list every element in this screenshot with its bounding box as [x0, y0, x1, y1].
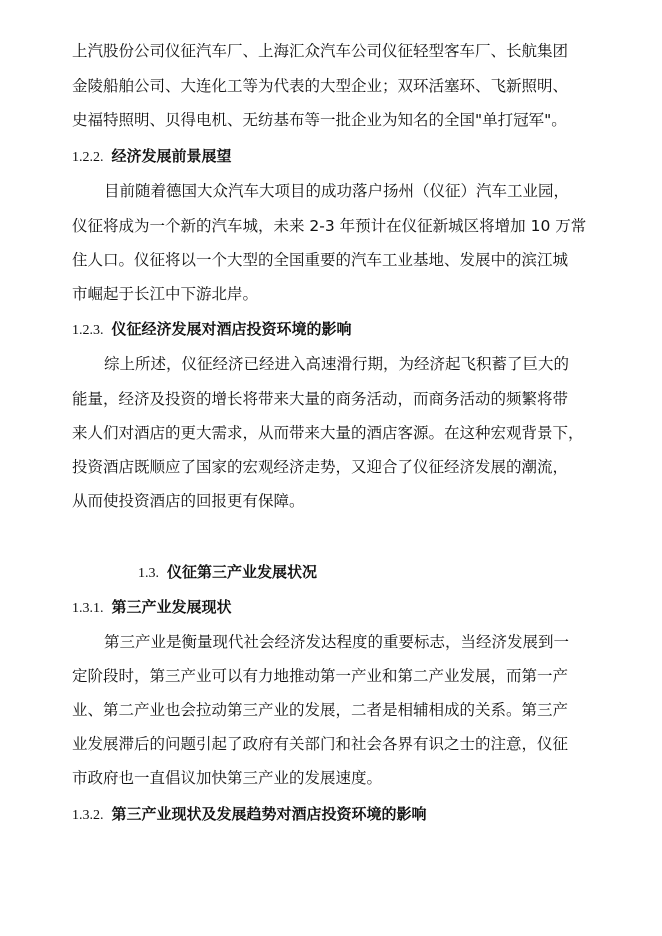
text-line: 第三产业是衡量现代社会经济发达程度的重要标志，当经济发展到一	[104, 633, 570, 651]
section-title: 仪征第三产业发展状况	[167, 563, 318, 581]
text-line: 业发展滞后的问题引起了政府有关部门和社会各界有识之士的注意，仪征	[72, 735, 569, 753]
text-line: 金陵船舶公司、大连化工等为代表的大型企业；双环活塞环、飞新照明、	[72, 77, 569, 95]
text-line: 史福特照明、贝得电机、无纺基布等一批企业为知名的全国"单打冠军"。	[72, 111, 567, 129]
text-line: 能量，经济及投资的增长将带来大量的商务活动，而商务活动的频繁将带	[72, 390, 569, 408]
section-number: 1.3.	[138, 566, 159, 581]
text-line: 投资酒店既顺应了国家的宏观经济走势，又迎合了仪征经济发展的潮流，	[72, 458, 569, 476]
section-heading-1-2-2	[72, 146, 232, 168]
section-title: 经济发展前景展望	[111, 147, 232, 165]
text-line: 来人们对酒店的更大需求，从而带来大量的酒店客源。在这种宏观背景下，	[72, 424, 584, 442]
text-line: 住人口。仪征将以一个大型的全国重要的汽车工业基地、发展中的滨江城	[72, 251, 569, 269]
text-line: 目前随着德国大众汽车大项目的成功落户扬州（仪征）汽车工业园，	[104, 182, 570, 200]
text-line: 市政府也一直倡议加快第三产业的发展速度。	[72, 769, 383, 787]
section-title: 仪征经济发展对酒店投资环境的影响	[111, 320, 352, 338]
text-line: 定阶段时，第三产业可以有力地推动第一产业和第二产业发展，而第一产	[72, 667, 569, 685]
section-number: 1.2.3.	[72, 323, 104, 338]
section-heading-1-3	[138, 562, 317, 584]
section-number: 1.2.2.	[72, 150, 104, 165]
section-heading-1-3-2	[72, 804, 427, 826]
section-number: 1.3.2.	[72, 808, 104, 823]
section-title: 第三产业发展现状	[111, 598, 232, 616]
text-line: 综上所述，仪征经济已经进入高速滑行期，为经济起飞积蓄了巨大的	[104, 355, 570, 373]
section-heading-1-3-1	[72, 597, 232, 619]
section-heading-1-2-3	[72, 319, 352, 341]
text-line: 市崛起于长江中下游北岸。	[72, 285, 259, 303]
section-title: 第三产业现状及发展趋势对酒店投资环境的影响	[111, 805, 427, 823]
text-line: 仪征将成为一个新的汽车城，未来 2-3 年预计在仪征新城区将增加 10 万常	[72, 217, 587, 235]
text-line: 上汽股份公司仪征汽车厂、上海汇众汽车公司仪征轻型客车厂、长航集团	[72, 42, 569, 60]
text-line: 业、第二产业也会拉动第三产业的发展，二者是相辅相成的关系。第三产	[72, 701, 569, 719]
text-line: 从而使投资酒店的回报更有保障。	[72, 492, 305, 510]
section-number: 1.3.1.	[72, 601, 104, 616]
